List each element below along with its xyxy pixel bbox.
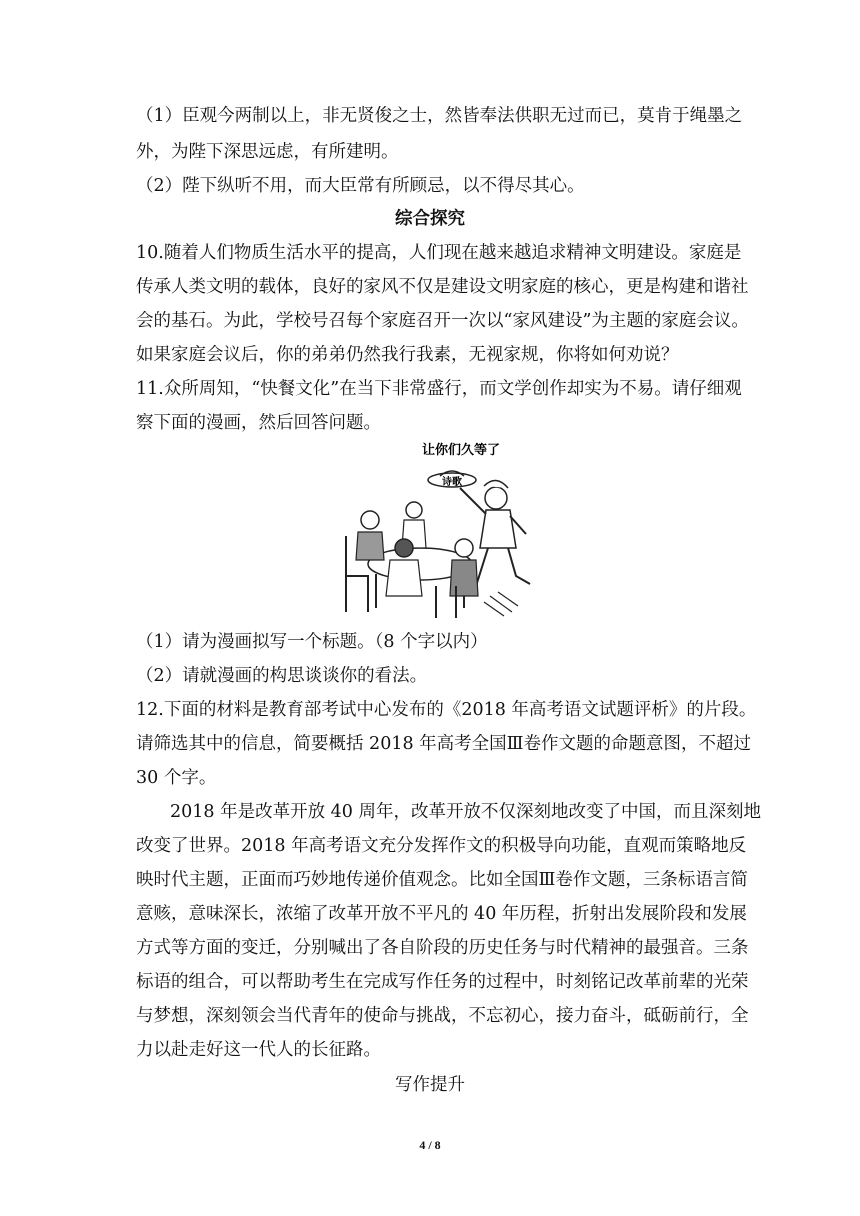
passage-line-1: 2018 年是改革开放 40 周年，改革开放不仅深刻地改变了中国，而且深刻地 xyxy=(170,802,761,822)
passage-line-6: 标语的组合，可以帮助考生在完成写作任务的过程中，时刻铭记改革前辈的光荣 xyxy=(136,972,749,992)
question-12-line-2: 请筛选其中的信息，简要概括 2018 年高考全国Ⅲ卷作文题的命题意图，不超过 xyxy=(136,734,752,754)
question-10-line-2: 传承人类文明的载体，良好的家风不仅是建设文明家庭的核心，更是构建和谐社 xyxy=(136,277,749,297)
passage-line-5: 方式等方面的变迁，分别喊出了各自阶段的历史任务与时代精神的最强音。三条 xyxy=(136,938,749,958)
passage-line-8: 力以赴走好这一代人的长征路。 xyxy=(136,1040,381,1060)
passage-line-3: 映时代主题，正面而巧妙地传递价值观念。比如全国Ⅲ卷作文题，三条标语言简 xyxy=(136,870,748,890)
question-11-line-1: 11.众所周知，“快餐文化”在当下非常盛行，而文学创作却实为不易。请仔细观 xyxy=(136,379,742,399)
question-10-line-1: 10.随着人们物质生活水平的提高，人们现在越来越追求精神文明建设。家庭是 xyxy=(136,243,742,263)
question-11-subquestion-1: （1）请为漫画拟写一个标题。（8 个字以内） xyxy=(136,632,488,652)
line-3: （2）陛下纵听不用，而大臣常有所顾忌，以不得尽其心。 xyxy=(136,176,585,196)
section-heading-comprehensive: 综合探究 xyxy=(395,209,465,229)
question-12-line-3: 30 个字。 xyxy=(136,768,217,788)
question-11-line-2: 察下面的漫画，然后回答问题。 xyxy=(136,413,381,433)
question-11-subquestion-2: （2）请就漫画的构思谈谈你的看法。 xyxy=(136,666,428,686)
cartoon-illustration xyxy=(340,436,536,620)
question-10-line-3: 会的基石。为此，学校号召每个家庭召开一次以“家风建设”为主题的家庭会议。 xyxy=(136,311,749,331)
line-1: （1）臣观今两制以上，非无贤俊之士，然皆奉法供职无过而已，莫肯于绳墨之 xyxy=(136,106,743,126)
page-number: 4 / 8 xyxy=(419,1138,441,1152)
passage-line-7: 与梦想，深刻领会当代青年的使命与挑战，不忘初心，接力奋斗，砥砺前行，全 xyxy=(136,1006,749,1026)
cartoon-caption: 让你们久等了 xyxy=(422,443,501,458)
plate-label: 诗歌 xyxy=(442,477,462,488)
question-12-line-1: 12.下面的材料是教育部考试中心发布的《2018 年高考语文试题评析》的片段。 xyxy=(136,700,757,720)
passage-line-4: 意赅，意味深长，浓缩了改革开放不平凡的 40 年历程，折射出发展阶段和发展 xyxy=(136,904,747,924)
section-heading-writing: 写作提升 xyxy=(395,1075,465,1095)
passage-line-2: 改变了世界。2018 年高考语文充分发挥作文的积极导向功能，直观而策略地反 xyxy=(136,836,747,856)
line-2: 外，为陛下深思远虑，有所建明。 xyxy=(136,142,399,162)
question-10-line-4: 如果家庭会议后，你的弟弟仍然我行我素，无视家规，你将如何劝说？ xyxy=(136,345,679,365)
